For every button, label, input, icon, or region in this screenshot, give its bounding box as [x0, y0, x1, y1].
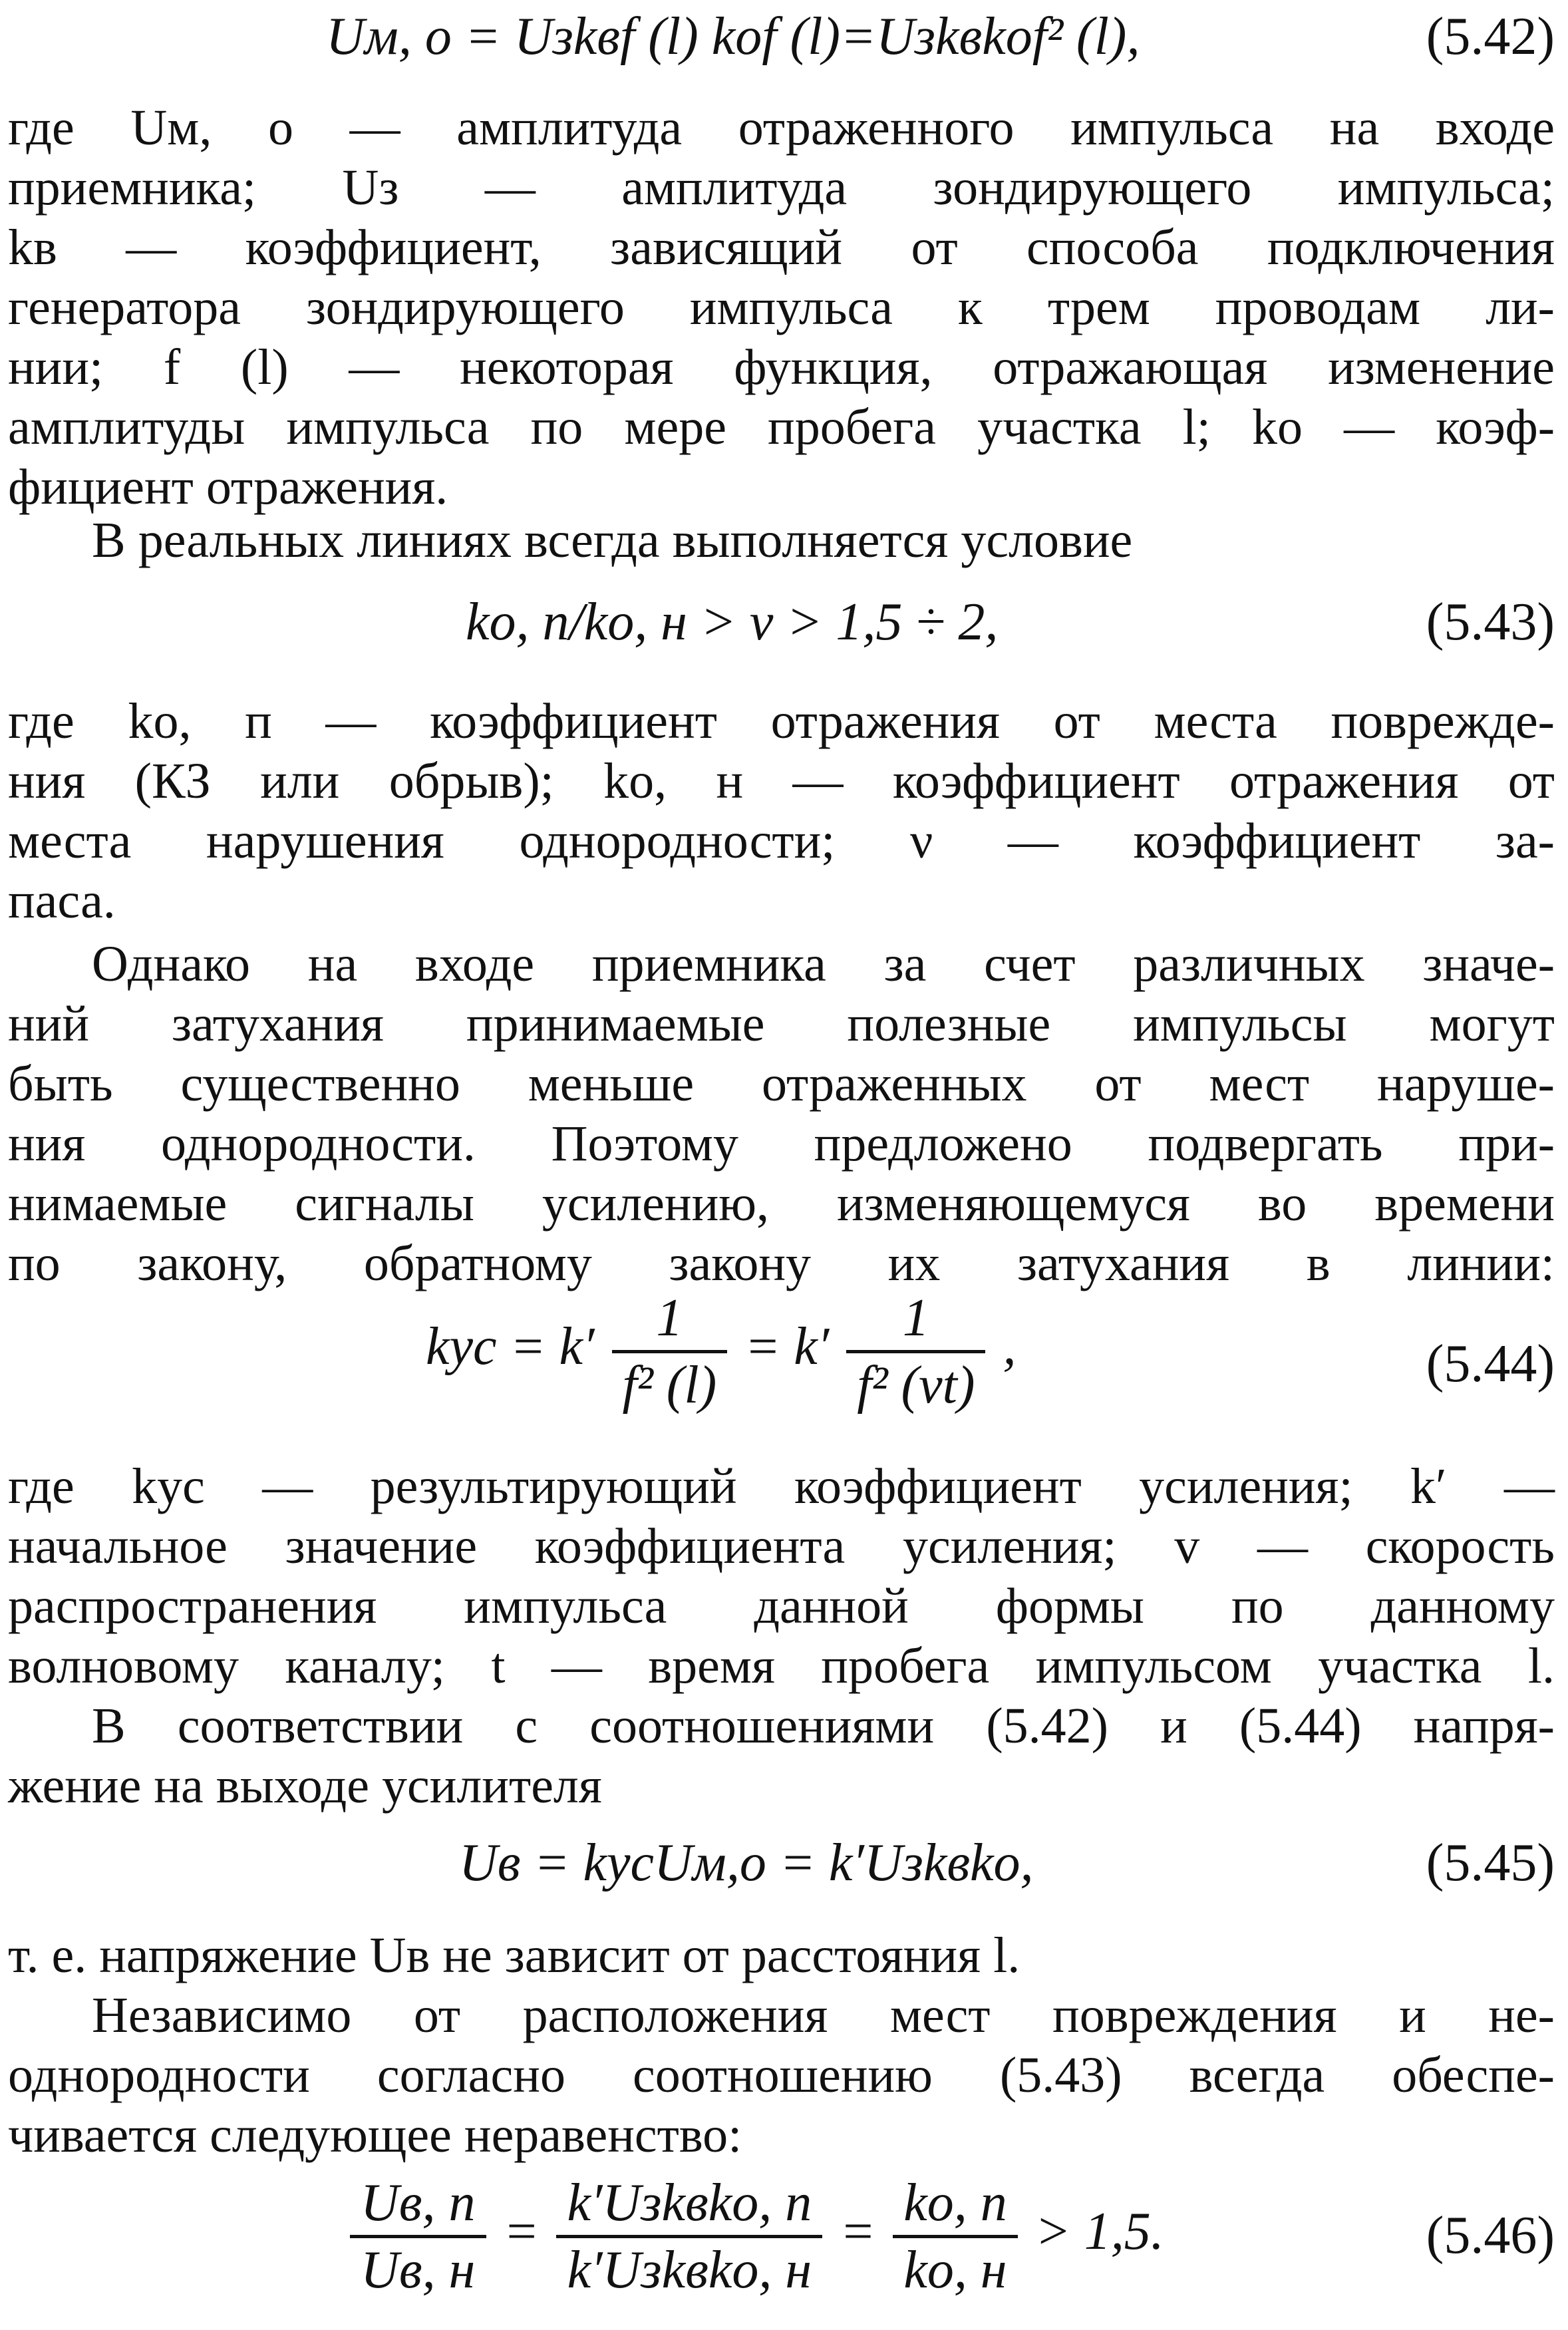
- equation-number: (5.46): [1426, 2206, 1555, 2265]
- equation-number: (5.43): [1426, 593, 1555, 651]
- fraction-denominator: kо, н: [903, 2241, 1007, 2299]
- equation-number: (5.42): [1426, 7, 1555, 66]
- equation-5-43: [0, 585, 1568, 665]
- text-line: В соответствии с соотношениями (5.42) и (5.44) напря-: [92, 1698, 1555, 1754]
- equation-5-44: [0, 1287, 1568, 1440]
- equals-sign: =: [503, 2202, 540, 2261]
- equals-sign: =: [840, 2202, 876, 2261]
- fraction: [350, 2172, 486, 2301]
- fraction: [846, 1287, 985, 1416]
- equation-5-46: [0, 2172, 1568, 2325]
- equation-number: (5.44): [1426, 1335, 1555, 1393]
- fraction-numerator: kо, п: [893, 2172, 1018, 2238]
- text-line: по закону, обратному закону их затухания в линии:: [8, 1236, 1555, 1291]
- text-line: генератора зондирующего импульса к трем проводам ли-: [8, 279, 1555, 335]
- fraction-denominator: f² (vt): [857, 1356, 975, 1415]
- equation-expression: Uв = kусUм,о = k′Uзkвkо,: [459, 1834, 1034, 1892]
- equation-expression: Uм, о = Uзkвf (l) kоf (l)=Uзkвkоf² (l),: [326, 7, 1140, 66]
- text-line: жение на выходе усилителя: [8, 1758, 602, 1814]
- text-line: чивается следующее неравенство:: [8, 2107, 742, 2163]
- text-line: однородности согласно соотношению (5.43) всегда обеспе-: [8, 2047, 1555, 2103]
- text-line: Однако на входе приемника за счет различных значе-: [92, 936, 1555, 992]
- text-line: распространения импульса данной формы по данному: [8, 1578, 1555, 1634]
- fraction-numerator: k′Uзkвkо, п: [556, 2172, 822, 2238]
- equation-expression: kо, п/kо, н > ν > 1,5 ÷ 2,: [466, 593, 999, 651]
- equation-5-42: [0, 0, 1568, 80]
- equation-expression: [346, 2172, 1164, 2301]
- text-line: Независимо от расположения мест повреждения и не-: [92, 1987, 1555, 2043]
- equation-tail: > 1,5.: [1034, 2202, 1164, 2261]
- text-line: где Uм, о — амплитуда отраженного импульса на входе: [8, 100, 1555, 156]
- text-line: kв — коэффициент, зависящий от способа подключения: [8, 220, 1555, 275]
- text-line: ния однородности. Поэтому предложено подвергать при-: [8, 1116, 1555, 1172]
- text-line: ний затухания принимаемые полезные импульсы могут: [8, 996, 1555, 1052]
- fraction: [893, 2172, 1018, 2301]
- text-line: приемника; Uз — амплитуда зондирующего импульса;: [8, 160, 1555, 216]
- fraction-numerator: 1: [612, 1287, 728, 1353]
- fraction-denominator: k′Uзkвkо, н: [567, 2241, 812, 2299]
- equation-tail: ,: [1003, 1317, 1017, 1376]
- fraction-numerator: 1: [846, 1287, 985, 1353]
- equation-middle: = k′: [744, 1317, 830, 1376]
- text-line: быть существенно меньше отраженных от мест наруше-: [8, 1056, 1555, 1112]
- equation-lhs: kус = k′: [426, 1317, 595, 1376]
- text-line: волновому каналу; t — время пробега импульсом участка l.: [8, 1638, 1555, 1694]
- text-line: паса.: [8, 873, 116, 929]
- equation-expression: [426, 1287, 1016, 1416]
- fraction: [612, 1287, 728, 1416]
- equation-5-45: [0, 1826, 1568, 1906]
- text-line: ния (КЗ или обрыв); kо, н — коэффициент отражения от: [8, 753, 1555, 809]
- text-line: нимаемые сигналы усилению, изменяющемуся во времени: [8, 1176, 1555, 1232]
- fraction-denominator: Uв, н: [361, 2241, 476, 2299]
- fraction: [556, 2172, 822, 2301]
- text-line: места нарушения однородности; ν — коэффициент за-: [8, 813, 1555, 869]
- text-line: где kо, п — коэффициент отражения от места поврежде-: [8, 693, 1555, 749]
- text-line: фициент отражения.: [8, 459, 448, 515]
- text-line: где kус — результирующий коэффициент усиления; k′ —: [8, 1458, 1555, 1514]
- text-line: нии; f (l) — некоторая функция, отражающая изменение: [8, 339, 1555, 395]
- text-line: амплитуды импульса по мере пробега участка l; kо — коэф-: [8, 399, 1555, 455]
- equation-number: (5.45): [1426, 1834, 1555, 1892]
- text-line: т. е. напряжение Uв не зависит от расстояния l.: [8, 1927, 1020, 1983]
- text-line: начальное значение коэффициента усиления; v — скорость: [8, 1518, 1555, 1574]
- text-line: В реальных линиях всегда выполняется условие: [92, 512, 1133, 568]
- fraction-denominator: f² (l): [622, 1356, 717, 1415]
- fraction-numerator: Uв, п: [350, 2172, 486, 2238]
